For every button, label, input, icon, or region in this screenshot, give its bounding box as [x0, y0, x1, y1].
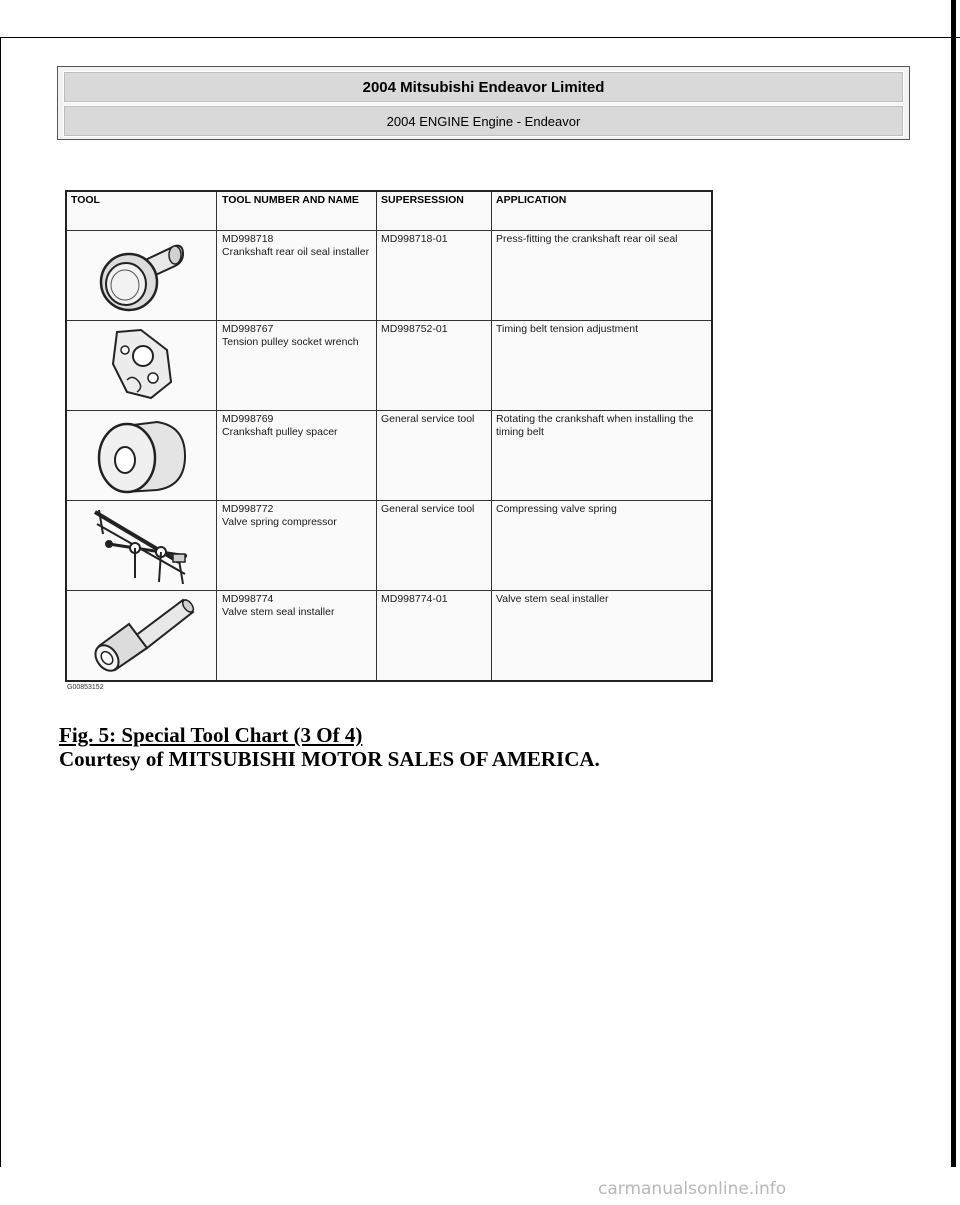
tool-supersession: General service tool [381, 503, 475, 515]
header-title-row [63, 71, 904, 103]
figure-id: G00853152 [67, 684, 104, 691]
tool-supersession: MD998774-01 [381, 593, 448, 605]
column-header-tool: TOOL [71, 194, 100, 206]
tool-number: MD998774 [222, 593, 274, 605]
column-divider [216, 192, 217, 680]
tool-number: MD998767 [222, 323, 274, 335]
tool-supersession: MD998752-01 [381, 323, 448, 335]
header-subtitle-row [63, 105, 904, 137]
special-tool-chart-figure [65, 190, 711, 691]
tool-number: MD998769 [222, 413, 274, 425]
tool-name: Valve spring compressor [222, 516, 337, 528]
column-header-application: APPLICATION [496, 194, 567, 206]
caption-courtesy: Courtesy of MITSUBISHI MOTOR SALES OF AMERICA. [59, 747, 600, 771]
vehicle-title: 2004 Mitsubishi Endeavor Limited [362, 78, 605, 96]
caption-title-link[interactable]: Fig. 5: Special Tool Chart (3 Of 4) [59, 723, 363, 747]
seal-installer-icon [89, 238, 189, 314]
tool-number: MD998772 [222, 503, 274, 515]
spring-compressor-icon [89, 504, 199, 586]
row-divider [67, 410, 711, 411]
tool-application: Press-fitting the crankshaft rear oil seal [496, 233, 678, 245]
row-divider [67, 230, 711, 231]
pulley-spacer-icon [95, 416, 191, 498]
page-frame-top [0, 37, 960, 38]
tool-application: Timing belt tension adjustment [496, 323, 639, 335]
tool-name: Crankshaft pulley spacer [222, 426, 338, 438]
tool-name: Crankshaft rear oil seal installer [222, 246, 370, 258]
tool-table [65, 190, 713, 682]
socket-wrench-icon [107, 326, 183, 406]
page-frame-left [0, 37, 1, 1167]
tool-application: Rotating the crankshaft when installing the timing belt [496, 413, 694, 438]
row-divider [67, 320, 711, 321]
page-frame-right [951, 0, 956, 1167]
column-header-supersession: SUPERSESSION [381, 194, 464, 206]
tool-supersession: MD998718-01 [381, 233, 448, 245]
column-divider [491, 192, 492, 680]
tool-number: MD998718 [222, 233, 274, 245]
column-header-number-name: TOOL NUMBER AND NAME [222, 194, 359, 206]
watermark: carmanualsonline.info [598, 1179, 787, 1199]
row-divider [67, 500, 711, 501]
tool-application: Valve stem seal installer [496, 593, 609, 605]
tool-supersession: General service tool [381, 413, 475, 425]
document-header [57, 66, 910, 140]
column-divider [376, 192, 377, 680]
tool-application: Compressing valve spring [496, 503, 617, 515]
section-subtitle: 2004 ENGINE Engine - Endeavor [386, 113, 581, 129]
tool-name: Valve stem seal installer [222, 606, 335, 618]
stem-seal-installer-icon [85, 594, 201, 674]
tool-name: Tension pulley socket wrench [222, 336, 359, 348]
row-divider [67, 590, 711, 591]
figure-caption [59, 723, 600, 771]
